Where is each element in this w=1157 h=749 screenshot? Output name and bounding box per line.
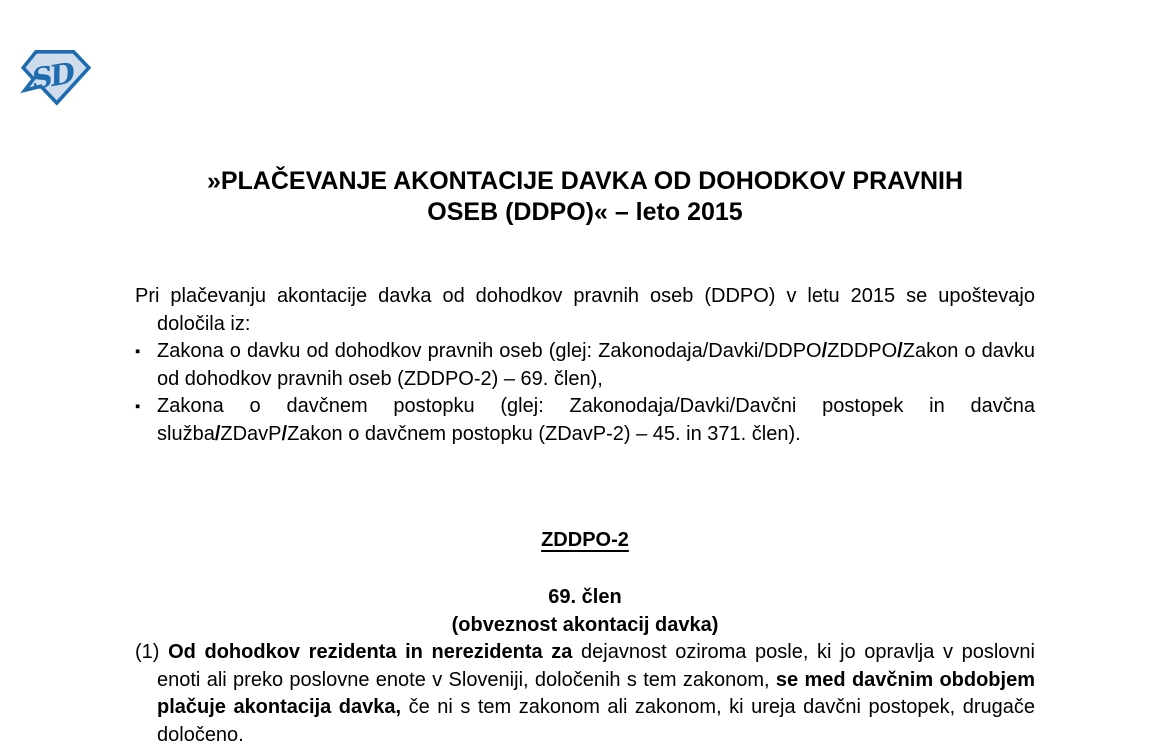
title-line-2: OSEB (DDPO)« – leto 2015	[427, 198, 743, 226]
law-heading: ZDDPO-2	[541, 529, 629, 551]
article-number-heading: 69. člen	[548, 586, 622, 608]
bullet-text: Zakona o davčnem postopku (glej: Zakonodaja/Davki/Davčni postopek in davčna služba/ZDavP/Zakon o davčnem postopku (ZDavP-2) – 45. in 371. člen).	[157, 395, 1035, 445]
intro-section	[135, 283, 1035, 448]
sd-logo-monogram: SD	[29, 55, 76, 97]
article-subject-heading: (obveznost akontacij davka)	[451, 613, 719, 636]
bullet-text: Zakona o davku od dohodkov pravnih oseb (glej: Zakonodaja/Davki/DDPO/ZDDPO/Zakon o davku od dohodkov pravnih oseb (ZDDPO-2) – 69. člen),	[157, 340, 1035, 390]
article-body	[135, 639, 1035, 749]
bullet-marker: ▪	[135, 398, 141, 415]
title-line-1: »PLAČEVANJE AKONTACIJE DAVKA OD DOHODKOV PRAVNIH	[206, 167, 964, 195]
article-paragraph-1: (1) Od dohodkov rezidenta in nerezidenta za dejavnost oziroma posle, ki jo opravlja v poslovni enoti ali preko poslovne enote v Sloveniji, določenih s tem zakonom, se med davčnim obdobjem plačuje akontacija davka, če ni s tem zakonom ali zakonom, ki ureja davčni postopek, drugače določeno.	[135, 641, 1035, 746]
law-heading-row	[135, 527, 1035, 555]
bullet-item-zddpo	[135, 338, 1035, 393]
bullet-marker: ▪	[135, 343, 141, 360]
document-title	[135, 166, 1035, 228]
intro-paragraph: Pri plačevanju akontacije davka od dohodkov pravnih oseb (DDPO) v letu 2015 se upoštevajo določila iz:	[135, 285, 1035, 335]
sd-logo	[16, 46, 96, 112]
article-heading-block	[135, 584, 1035, 639]
bullet-item-zdavp	[135, 393, 1035, 448]
